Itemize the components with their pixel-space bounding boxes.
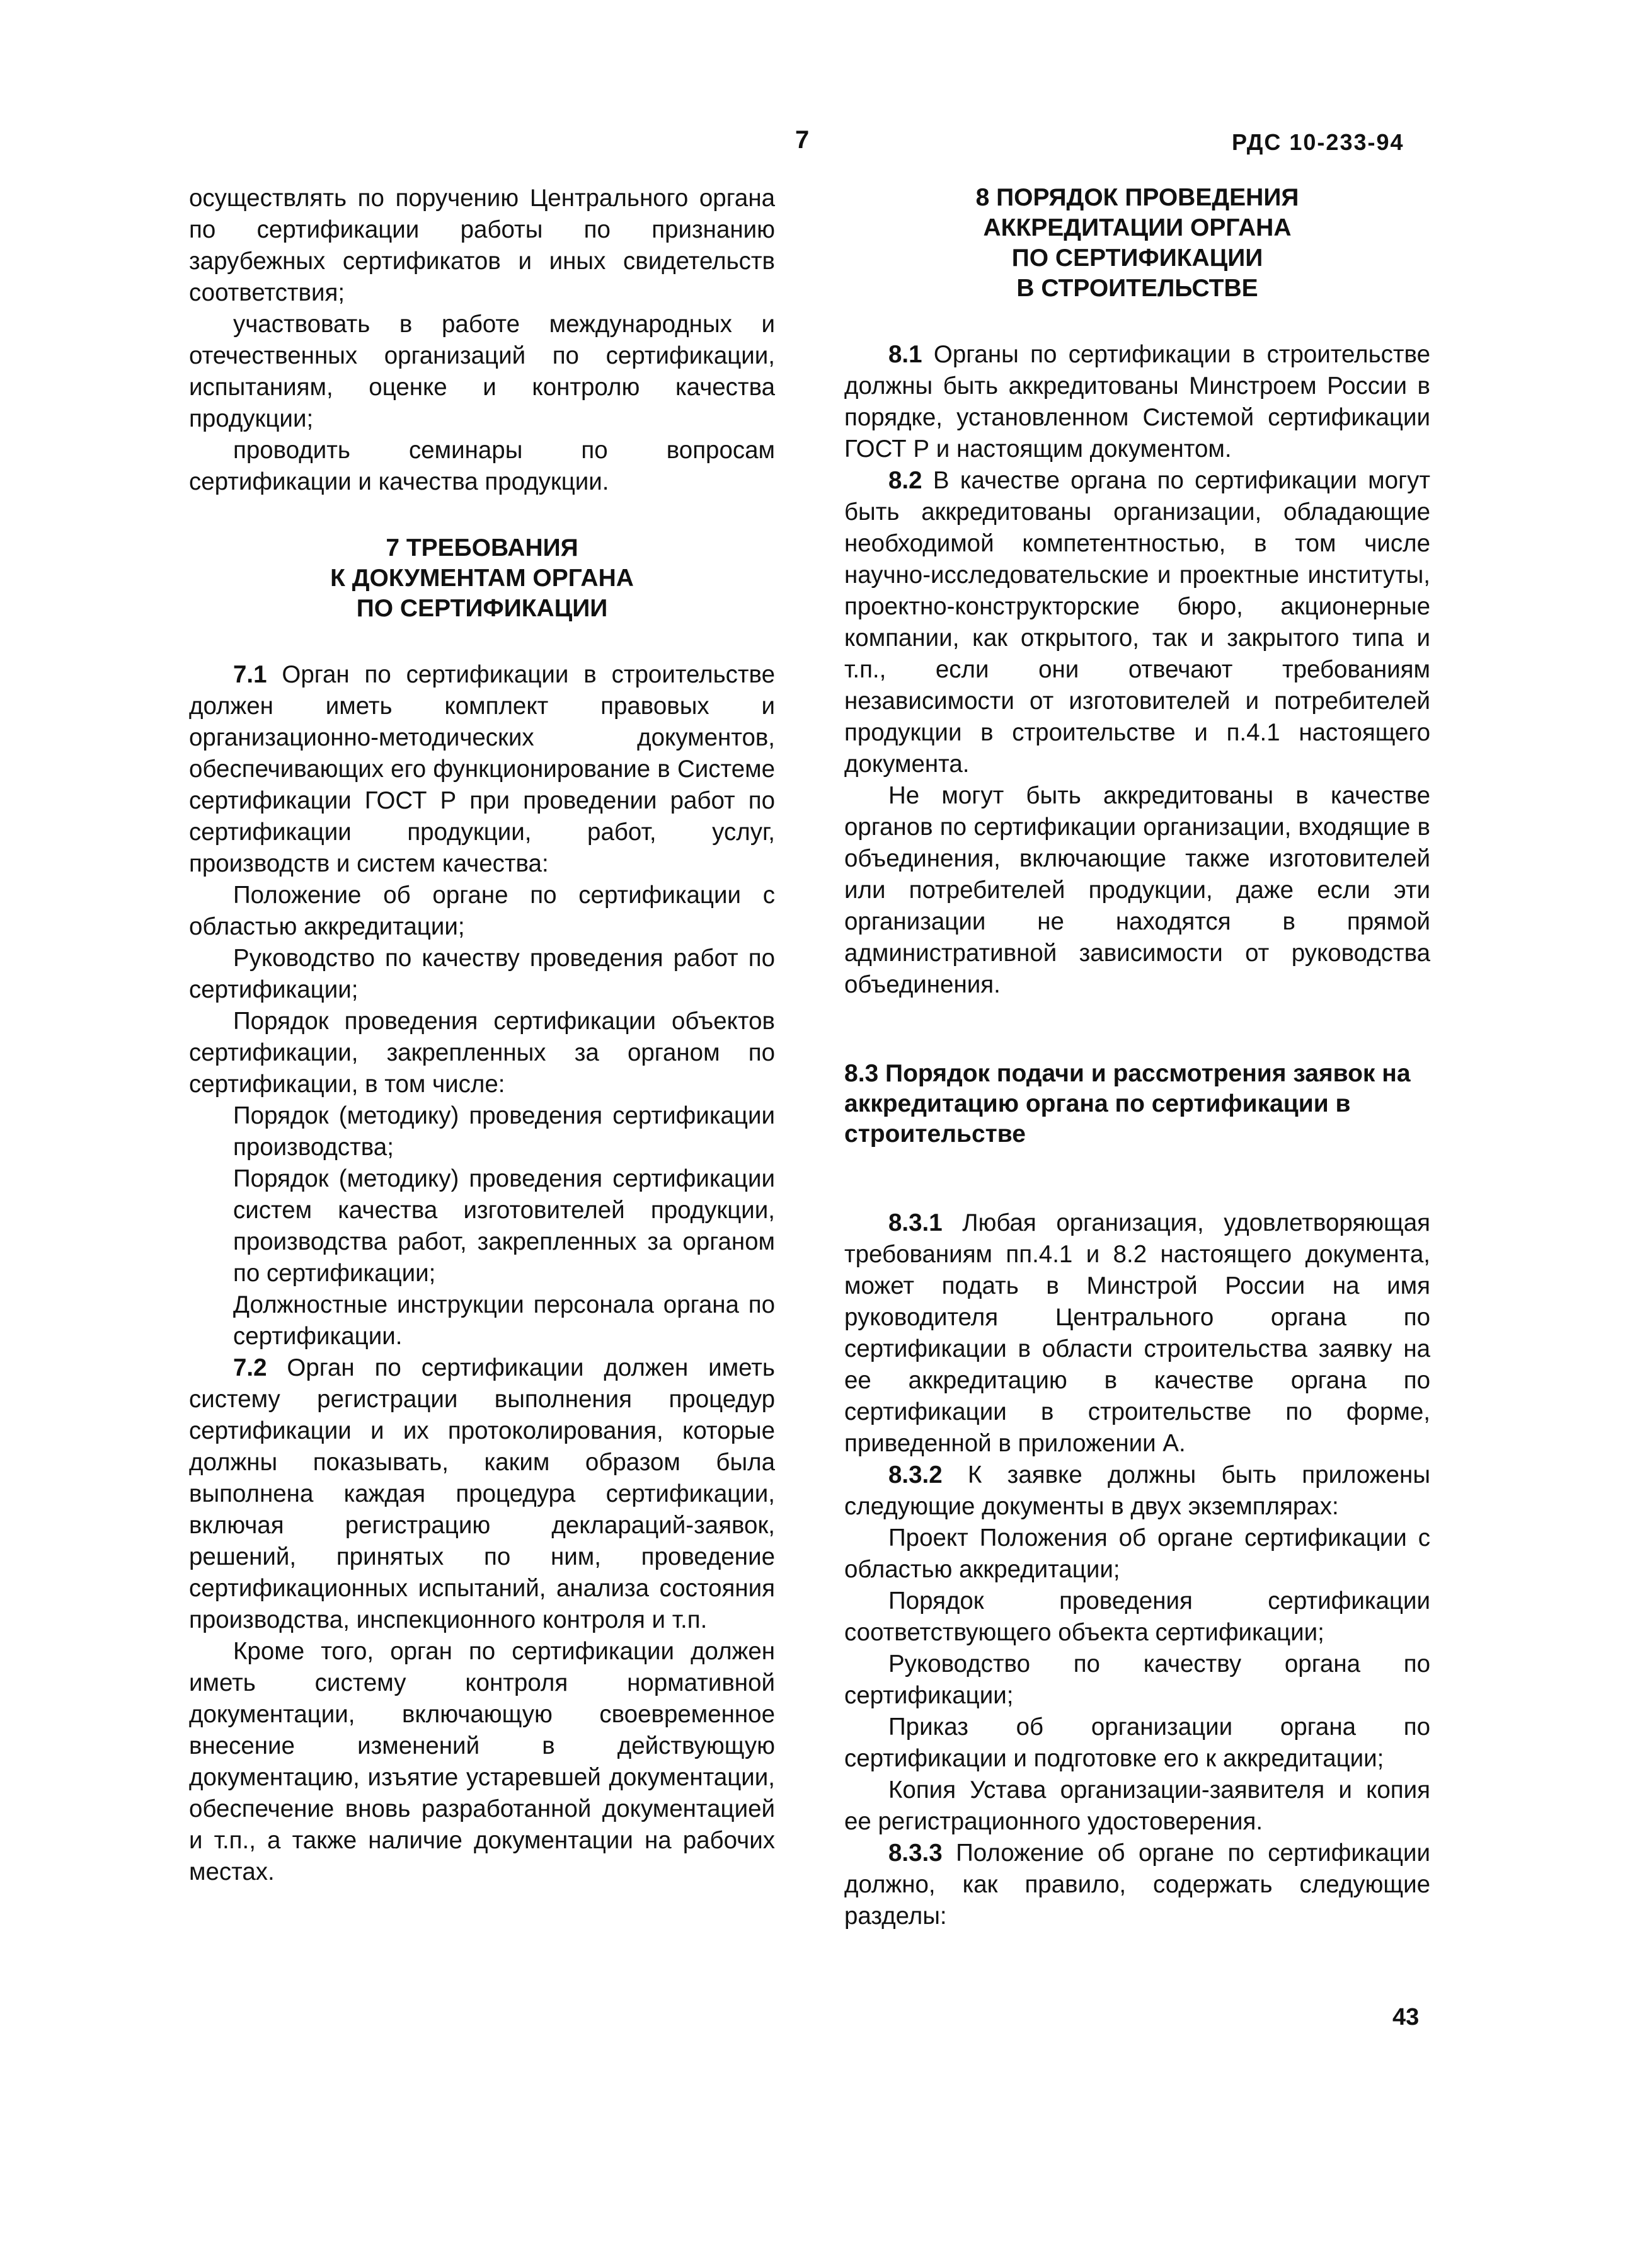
section-8-heading-line: АККРЕДИТАЦИИ ОРГАНА [983, 214, 1292, 241]
clause-number: 7.2 [233, 1354, 267, 1381]
list-item: Проект Положения об органе сертификации с областью аккредитации; [844, 1524, 1430, 1583]
section-7-heading-line: 7 ТРЕБОВАНИЯ [386, 534, 578, 561]
list-item: Порядок (методику) проведения сертификации систем качества изготовителей продукции, производства работ, закрепленных за органом по сертификации; [233, 1165, 775, 1287]
clause-number: 8.3.1 [888, 1209, 943, 1236]
paragraph-participate: участвовать в работе международных и отечественных организаций по сертификации, испытаниям, оценке и контролю качества продукции; [189, 311, 775, 432]
document-code: РДС 10-233-94 [1232, 129, 1404, 155]
clause-8-2 [844, 465, 1430, 780]
list-item: Приказ об организации органа по сертификации и подготовке его к аккредитации; [844, 1713, 1430, 1772]
section-7-heading-line: ПО СЕРТИФИКАЦИИ [356, 595, 608, 622]
paragraph-seminars: проводить семинары по вопросам сертификации и качества продукции. [189, 437, 775, 495]
clause-text: Орган по сертификации в строительстве должен иметь комплект правовых и организационно-методических документов, обеспечивающих его функционирование в Системе сертификации ГОСТ Р при проведении работ по сертификации продукции, работ, услуг, производств и систем качества: [189, 661, 775, 877]
clause-text: Любая организация, удовлетворяющая требованиям пп.4.1 и 8.2 настоящего документа, может подать в Минстрой России на имя руководителя Центрального органа по сертификации в области строительства заявку на ее аккредитацию в качестве органа по сертификации в строительстве по форме, приведенной в приложении А. [844, 1209, 1430, 1457]
paragraph-control-docs: Кроме того, орган по сертификации должен иметь систему контроля нормативной документации, включающую своевременное внесение изменений в действующую документацию, изъятие устаревшей документации, обеспечение вновь разработанной документацией и т.п., а также наличие документации на рабочих местах. [189, 1638, 775, 1885]
clause-number: 8.1 [888, 341, 922, 368]
clause-text: Орган по сертификации должен иметь систему регистрации выполнения процедур сертификации и их протоколирования, которые должны показывать, каким образом была выполнена каждая процедура сертификации, включая регистрацию деклараций-заявок, решений, принятых по ним, проведение сертификационных испытаний, анализа состояния производства, инспекционного контроля и т.п. [189, 1354, 775, 1633]
clause-8-3-3 [844, 1838, 1430, 1932]
section-8-heading-line: ПО СЕРТИФИКАЦИИ [1011, 245, 1263, 272]
left-column [189, 183, 775, 1888]
list-item: Должностные инструкции персонала органа по сертификации. [233, 1291, 775, 1350]
list-item: Порядок (методику) проведения сертификации производства; [233, 1102, 775, 1161]
clause-number: 7.1 [233, 661, 267, 688]
section-7-heading [189, 533, 775, 624]
clause-number: 8.2 [888, 467, 922, 494]
paragraph-recognition: осуществлять по поручению Центрального органа по сертификации работы по признанию зарубежных сертификатов и иных свидетельств соответствия; [189, 185, 775, 306]
subsection-8-3-heading: 8.3 Порядок подачи и рассмотрения заявок на аккредитацию органа по сертификации в строительстве [844, 1060, 1411, 1148]
paragraph-not-accredited: Не могут быть аккредитованы в качестве органов по сертификации организации, входящие в объединения, включающие также изготовителей или потребителей продукции, даже если эти организации не находятся в прямой административной зависимости от руководства объединения. [844, 782, 1430, 998]
clause-7-2 [189, 1352, 775, 1636]
right-column [844, 183, 1430, 1932]
section-8-heading-line: В СТРОИТЕЛЬСТВЕ [1016, 275, 1258, 302]
clause-text: К заявке должны быть приложены следующие документы в двух экземплярах: [844, 1461, 1430, 1520]
list-item: Копия Устава организации-заявителя и копия ее регистрационного удостоверения. [844, 1776, 1430, 1835]
clause-8-3-1 [844, 1207, 1430, 1459]
clause-8-1 [844, 339, 1430, 465]
clause-text: В качестве органа по сертификации могут быть аккредитованы организации, обладающие необходимой компетентностью, в том числе научно-исследовательские и проектные институты, проектно-конструкторские бюро, акционерные компании, как открытого, так и закрытого типа и т.п., если они отвечают требованиям независимости от изготовителей и потребителей продукции в строительстве и п.4.1 настоящего документа. [844, 467, 1430, 778]
list-item: Руководство по качеству органа по сертификации; [844, 1650, 1430, 1709]
section-number-header: 7 [795, 126, 810, 154]
section-8-heading [844, 183, 1430, 304]
section-8-heading-line: 8 ПОРЯДОК ПРОВЕДЕНИЯ [975, 184, 1299, 211]
clause-text: Органы по сертификации в строительстве должны быть аккредитованы Минстроем России в порядке, установленном Системой сертификации ГОСТ Р и настоящим документом. [844, 341, 1430, 463]
list-item: Порядок проведения сертификации объектов сертификации, закрепленных за органом по сертификации, в том числе: [189, 1008, 775, 1098]
clause-8-3-2 [844, 1459, 1430, 1523]
clause-text: Положение об органе по сертификации должно, как правило, содержать следующие разделы: [844, 1839, 1430, 1930]
clause-7-1 [189, 659, 775, 880]
page-number: 43 [1392, 2004, 1420, 2030]
list-item: Порядок проведения сертификации соответствующего объекта сертификации; [844, 1587, 1430, 1646]
list-item: Руководство по качеству проведения работ по сертификации; [189, 945, 775, 1003]
clause-number: 8.3.3 [888, 1839, 943, 1867]
clause-number: 8.3.2 [888, 1461, 943, 1488]
section-7-heading-line: К ДОКУМЕНТАМ ОРГАНА [330, 565, 634, 592]
list-item: Положение об органе по сертификации с областью аккредитации; [189, 882, 775, 940]
